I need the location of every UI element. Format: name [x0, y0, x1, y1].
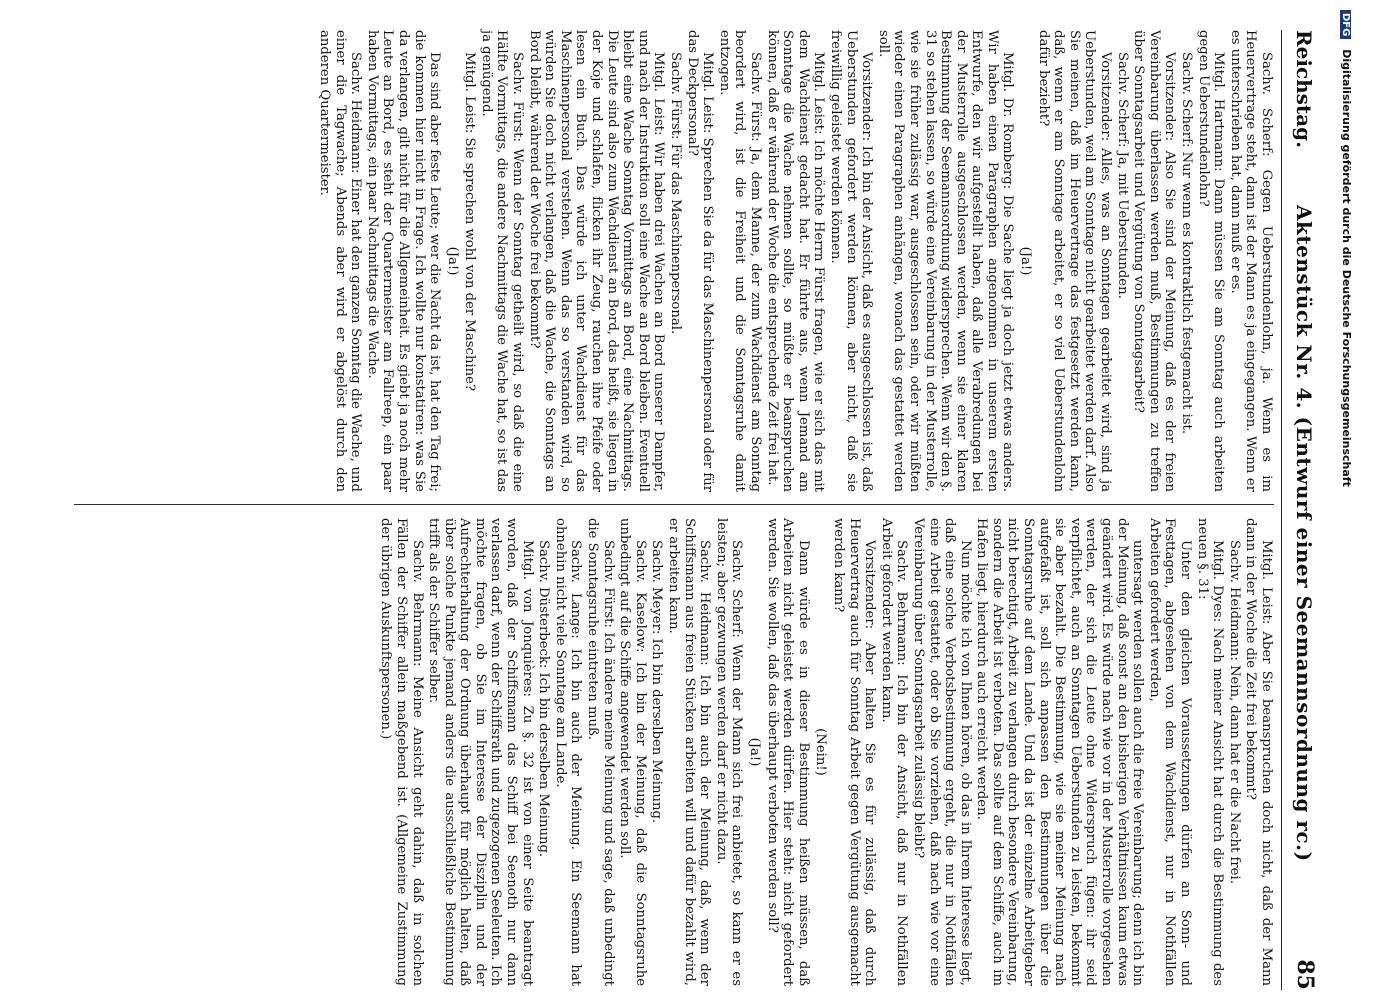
paragraph: Sachv. Scherf: Nur wenn es kontraktlich festgemacht ist.	[1179, 52, 1195, 435]
paragraph: Unter den gleichen Voraussetzungen dürfen an Sonn- und Festtagen, abgesehen von dem Wachdienst, nur in Nothfällen Arbeiten gefordert werden,	[1146, 518, 1194, 986]
paragraph: Mitgl. Leist: Sprechen Sie da für das Maschinenpersonal oder für das Deckpersonal?	[684, 30, 716, 492]
paragraph: Sachv. Heidmann: Einer hat den ganzen Sonntag die Wache, und einer die Tagwache; Abends aber wird er abgelöst durch den anderen Quartermeister.	[316, 30, 364, 492]
text-column-right	[74, 518, 1274, 986]
document-page	[56, 30, 1326, 990]
paragraph: Mitgl. Dyes: Nach meiner Ansicht hat durch die Bestimmung des neuen §. 31:	[1194, 518, 1226, 986]
paragraph: Vorsitzender: Ich bin der Ansicht, daß es ausgeschlossen ist, daß Ueberstunden gefordert werden können, aber nicht, daß sie freiwillig geleistet werden können.	[827, 30, 875, 492]
paragraph: (Ja!)	[444, 246, 460, 276]
paragraph: Sachv. Scherf: Wenn der Mann sich frei anbietet, so kann er es leisten; aber gezwungen werden darf er nicht dazu.	[713, 518, 745, 986]
paragraph: Mitgl. Dr. Romberg: Die Sache liegt ja doch jetzt etwas anders. Wir haben einen Paragraphen angenommen in unserem ersten Entwurfe, den wir aufgestellt haben, daß alle Verabredungen bei der Musterrolle ausgeschlossen werden, wenn sie einer klaren Bestimmung der Seemannsordnung widersprechen. Wenn wir den §. 31 so stehen lassen, so würde eine Vereinbarung in der Musterrolle, wie sie früher zulässig war, ausgeschlossen sein, oder wir müßten wieder einen Paragraphen anhängen, wonach das gestattet werden soll.	[875, 30, 1016, 492]
dfg-logo: DFG	[1340, 10, 1351, 39]
paragraph: Sachv. Lange: Ich bin auch der Meinung. Ein Seemann hat ohnehin nicht viele Sonntage am Lande.	[552, 518, 584, 986]
paragraph: (Ja!)	[1018, 246, 1034, 276]
header-title: Aktenstück Nr. 4. (Entwurf einer Seemannsordnung rc.)	[1292, 205, 1316, 862]
paragraph: Sachv. Fürst: Ja, dem Manne, der zum Wachdienst am Sonntag beordert wird, ist die Freiheit und die Sonntagsruhe damit entzogen.	[716, 30, 763, 492]
paragraph: Vorsitzender: Aber halten Sie es für zulässig, daß durch Heuervertrag auch für Sonntag Arbeit gegen Vergütung ausgemacht werden kann?	[830, 518, 878, 986]
paragraph: Sachv. Meyer: Ich bin derselben Meinung.	[649, 540, 665, 824]
paragraph: Vorsitzender: Alles, was an Sonntagen gearbeitet wird, sind ja Ueberstunden, weil am Sonntage nicht gearbeitet werden darf. Also Sie meinen, daß im Heuervertrage das festgesetzt werden kann, daß, wenn er am Sonntage arbeitet, er so viel Ueberstundenlohn dafür bezieht?	[1035, 30, 1114, 492]
paragraph: Sachv. Scherf: Gegen Ueberstundenlohn, ja. Wenn es im Heuervertrage steht, dann ist der Mann es ja eingegangen. Wenn er es unterschrieben hat, dann muß er es.	[1227, 30, 1274, 492]
paragraph: Sachv. Düsterbeck: Ich bin derselben Meinung.	[536, 540, 552, 858]
paragraph: Sachv. Fürst: Ich ändere meine Meinung und sage, daß unbedingt die Sonntagsruhe eintreten muß.	[585, 518, 616, 986]
credit-text: Digitalisierung gefördert durch die Deutsche Forschungsgemeinschaft	[1340, 49, 1353, 487]
digitization-credit	[1333, 10, 1353, 990]
paragraph: (Ja!)	[747, 737, 762, 767]
paragraph: Sachv. Behrmann: Ich bin der Ansicht, daß nur in Nothfällen Arbeit gefordert werden kann.	[878, 518, 910, 986]
paragraph: Vorsitzender: Also Sie sind der Meinung, daß es der freien Vereinbarung überlassen werden muß, Bestimmungen zu treffen über Sonntagsarbeit und Vergütung von Sonntagsarbeit?	[1131, 30, 1178, 492]
text-column-left	[74, 30, 1274, 492]
paragraph: Sachv. Fürst: Für das Maschinenpersonal.	[668, 52, 684, 335]
paragraph: Sachv. Fürst: Wenn der Sonntag getheilt wird, so daß die eine Hälfte Vormittags, die andere Nachmittags die Wache hat, so ist das ja genügend.	[478, 30, 526, 492]
paragraph: Dann würde es in dieser Bestimmung heißen müssen, daß Arbeiten nicht geleistet werden dürfen. Hier steht: nicht gefordert werden. Sie wollen, daß das überhaupt verboten werden soll?	[764, 518, 811, 986]
paragraph: Das sind aber feste Leute; wer die Nacht da ist, hat den Tag frei; die kommen hier nicht in Frage. Ich wollte nur konstatiren: was Sie da verlangen, gilt nicht für die Allgemeinheit. Es giebt ja noch mehr Leute an Bord, es steht der Quartermeister am Fallreep, ein paar haben Vormittags, ein paar Nachmittags die Wache.	[364, 30, 443, 492]
page-number: 85	[1292, 959, 1318, 990]
page-header	[1281, 30, 1326, 990]
paragraph: untersagt werden sollen auch die freie Vereinbarung; denn ich bin der Meinung, daß sonst an den bisherigen Verhältnissen kaum etwas geändert wird. Es würde nach wie vor in der Musterrolle vorgesehen werden, der sich die Leute ohne Widerspruch fügen: ihr seid verpflichtet, auch an Sonntagen Ueberstunden zu leisten, bekommt sie aber bezahlt. Die Bestimmung, wie sie meiner Meinung nach aufgefaßt ist, soll sich anpassen den Bestimmungen über die Sonntagsruhe auf dem Lande. Und da ist der einzelne Arbeitgeber nicht berechtigt, Arbeit zu verlangen durch besondere Vereinbarung, sondern die Arbeit ist verboten. Das sollte auf dem Schiffe, auch im Hafen liegt, hierdurch auch erreicht werden.	[974, 518, 1146, 986]
paragraph: Sachv. Behrmann: Meine Ansicht geht dahin, daß in solchen Fällen der Schiffer allein maßgebend ist. (Allgemeine Zustimmung der übrigen Auskunftspersonen.)	[378, 518, 425, 986]
paragraph: Mitgl. Hartmann: Dann müssen Sie am Sonntag auch arbeiten gegen Ueberstundenlohn?	[1195, 30, 1227, 492]
paragraph: Mitgl. Leist: Aber Sie beanspruchen doch nicht, daß der Mann dann in der Woche die Zeit frei bekommt?	[1243, 518, 1274, 986]
paragraph: Sachv. Scherf: Ja, mit Ueberstunden.	[1114, 52, 1130, 299]
paragraph: Nun möchte ich von Ihnen hören, ob das in Ihrem Interesse liegt, daß eine solche Verbotsbestimmung ergeht, die nur in Nothfällen eine Arbeit gestattet, oder ob Sie vorziehen, daß nach wie vor eine Vereinbarung über Sonntagsarbeit zulässig bleibt?	[910, 518, 973, 986]
paragraph: Sachv. Kaselow: Ich bin der Meinung, daß die Sonntagsruhe unbedingt auf die Schiffe angewendet werden soll.	[617, 518, 648, 986]
paragraph: Mitgl. Leist: Wir haben drei Wachen an Bord unserer Dampfer, und nach der Instruktion soll eine Wache an Bord bleiben. Eventuell bleibt eine Wache Sonntag Vormittags an Bord, eine Nachmittags. Die Leute sind also zum Wachdienst an Bord, das heißt, sie liegen in der Koje und schlafen, flicken ihr Zeug, rauchen ihre Pfeife oder lesen ein Buch. Das würde ich unter Wachdienst für das Maschinenpersonal verstehen. Wenn das so verstanden wird, so würden Sie doch nicht verlangen, daß die Wache, die Sonntags an Bord bleibt, während der Woche frei bekommt?	[526, 30, 667, 492]
paragraph: Sachv. Heidmann: Ich bin auch der Meinung, daß, wenn der Schiffsmann aus freien Stücken arbeiten will und dafür bezahlt wird, er arbeiten kann.	[666, 518, 713, 986]
paragraph: Mitgl. von Jonquières: Zu §. 32 ist von einer Seite beantragt worden, daß der Schiffsmann das Schiff bei Seenoth nur dann verlassen darf, wenn der Schiffsrath und zugezogenen Seeleuten. Ich möchte fragen, ob Sie im Interesse der Disziplin und der Aufrechterhaltung der Ordnung überhaupt für möglich halten, daß über solche Punkte jemand anders die ausschließliche Bestimmung trifft als der Schiffer selber.	[426, 518, 535, 986]
paragraph: Mitgl. Leist: Ich möchte Herrn Fürst fragen, wie er sich das mit dem Wachdienst gedacht hat. Er führte aus, wenn Jemand am Sonntage die Wache nehmen sollte, so müßte er beanspruchen können, daß er während der Woche die entsprechende Zeit frei hat.	[764, 30, 827, 492]
paragraph: Sachv. Heidmann: Nein, dann hat er die Nacht frei.	[1226, 540, 1242, 884]
header-left: Reichstag.	[1292, 30, 1316, 149]
paragraph: Mitgl. Leist: Sie sprechen wohl von der Maschine?	[462, 52, 478, 392]
paragraph: (Nein!)	[813, 728, 829, 776]
column-divider	[74, 504, 1274, 505]
